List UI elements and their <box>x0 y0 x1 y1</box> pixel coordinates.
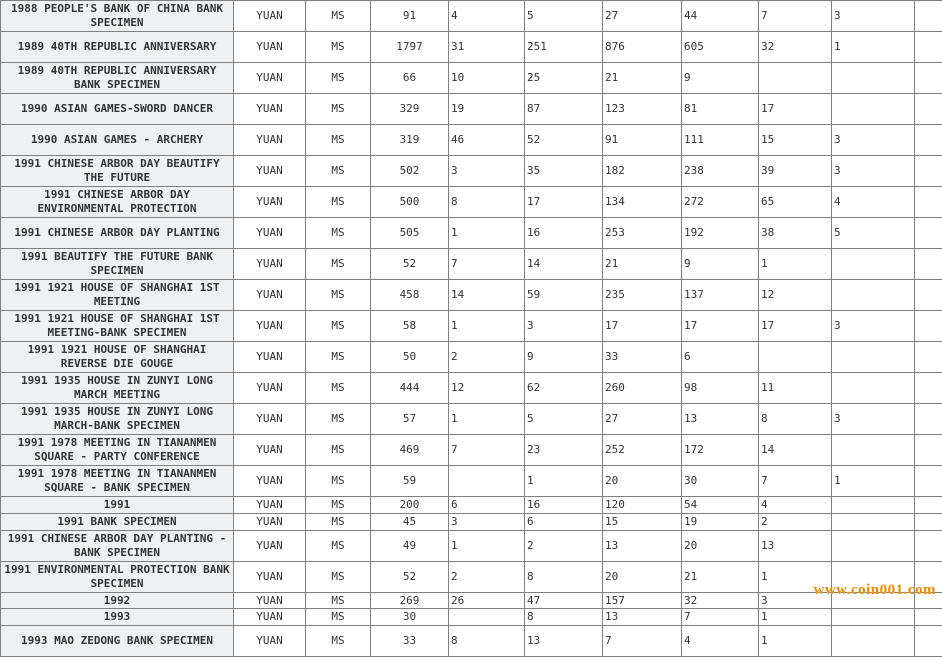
cell-grade: MS <box>306 32 371 63</box>
cell-count <box>915 218 942 249</box>
cell-count: 1 <box>449 311 525 342</box>
cell-denomination: YUAN <box>234 609 306 626</box>
cell-denomination: YUAN <box>234 218 306 249</box>
cell-count: 329 <box>371 94 449 125</box>
cell-grade: MS <box>306 218 371 249</box>
cell-count: 2 <box>525 530 603 561</box>
cell-count: 54 <box>682 497 759 514</box>
table-row <box>1 156 942 187</box>
cell-grade: MS <box>306 94 371 125</box>
cell-count: 87 <box>525 94 603 125</box>
cell-count: 33 <box>371 626 449 657</box>
cell-count: 59 <box>525 280 603 311</box>
cell-count: 7 <box>759 1 832 32</box>
cell-count: 469 <box>371 435 449 466</box>
cell-count <box>832 513 915 530</box>
cell-count: 49 <box>371 530 449 561</box>
table-row <box>1 94 942 125</box>
cell-denomination: YUAN <box>234 249 306 280</box>
cell-description: 1991 CHINESE ARBOR DAY PLANTING <box>1 218 234 249</box>
cell-count: 3 <box>525 311 603 342</box>
cell-count: 123 <box>603 94 682 125</box>
cell-count: 120 <box>603 497 682 514</box>
cell-description: 1989 40TH REPUBLIC ANNIVERSARY <box>1 32 234 63</box>
cell-count: 1 <box>832 32 915 63</box>
cell-count: 44 <box>682 1 759 32</box>
cell-count: 172 <box>682 435 759 466</box>
cell-description: 1988 PEOPLE'S BANK OF CHINA BANK SPECIMEN <box>1 1 234 32</box>
cell-count <box>832 530 915 561</box>
cell-count: 4 <box>449 1 525 32</box>
cell-grade: MS <box>306 342 371 373</box>
cell-count: 14 <box>449 280 525 311</box>
cell-count: 260 <box>603 373 682 404</box>
cell-count: 200 <box>371 497 449 514</box>
cell-description: 1991 1921 HOUSE OF SHANGHAI 1ST MEETING-BANK SPECIMEN <box>1 311 234 342</box>
cell-count: 13 <box>525 626 603 657</box>
cell-count <box>759 342 832 373</box>
cell-description: 1991 1978 MEETING IN TIANANMEN SQUARE - BANK SPECIMEN <box>1 466 234 497</box>
cell-count: 1 <box>759 626 832 657</box>
cell-grade: MS <box>306 561 371 592</box>
cell-count: 20 <box>603 466 682 497</box>
cell-count <box>832 63 915 94</box>
cell-count <box>759 63 832 94</box>
cell-count <box>449 609 525 626</box>
cell-count: 19 <box>682 513 759 530</box>
cell-count: 7 <box>682 609 759 626</box>
cell-count: 605 <box>682 32 759 63</box>
cell-count: 1 <box>449 404 525 435</box>
table-row <box>1 63 942 94</box>
cell-count: 3 <box>449 156 525 187</box>
cell-description: 1993 MAO ZEDONG BANK SPECIMEN <box>1 626 234 657</box>
cell-count <box>915 249 942 280</box>
cell-count: 3 <box>832 404 915 435</box>
cell-count <box>832 342 915 373</box>
cell-grade: MS <box>306 187 371 218</box>
cell-count: 17 <box>525 187 603 218</box>
cell-description: 1993 <box>1 609 234 626</box>
cell-count: 14 <box>759 435 832 466</box>
cell-count <box>915 187 942 218</box>
cell-count: 52 <box>371 561 449 592</box>
cell-denomination: YUAN <box>234 497 306 514</box>
cell-denomination: YUAN <box>234 466 306 497</box>
cell-count: 13 <box>682 404 759 435</box>
cell-grade: MS <box>306 497 371 514</box>
cell-count: 65 <box>759 187 832 218</box>
cell-count: 58 <box>371 311 449 342</box>
table-row <box>1 280 942 311</box>
cell-count: 8 <box>759 404 832 435</box>
cell-count: 5 <box>525 1 603 32</box>
cell-grade: MS <box>306 63 371 94</box>
cell-count: 1 <box>759 609 832 626</box>
cell-count: 9 <box>682 249 759 280</box>
cell-grade: MS <box>306 466 371 497</box>
cell-count: 57 <box>371 404 449 435</box>
cell-count: 17 <box>682 311 759 342</box>
table-row <box>1 187 942 218</box>
cell-description: 1989 40TH REPUBLIC ANNIVERSARY BANK SPECIMEN <box>1 63 234 94</box>
cell-count: 20 <box>603 561 682 592</box>
cell-count: 444 <box>371 373 449 404</box>
cell-count: 98 <box>682 373 759 404</box>
cell-count <box>832 592 915 609</box>
cell-description: 1991 CHINESE ARBOR DAY ENVIRONMENTAL PROTECTION <box>1 187 234 218</box>
cell-count: 3 <box>832 1 915 32</box>
cell-description: 1990 ASIAN GAMES-SWORD DANCER <box>1 94 234 125</box>
cell-description: 1990 ASIAN GAMES - ARCHERY <box>1 125 234 156</box>
cell-grade: MS <box>306 280 371 311</box>
cell-denomination: YUAN <box>234 435 306 466</box>
cell-denomination: YUAN <box>234 342 306 373</box>
cell-count: 59 <box>371 466 449 497</box>
cell-grade: MS <box>306 156 371 187</box>
cell-denomination: YUAN <box>234 280 306 311</box>
cell-count <box>915 530 942 561</box>
cell-grade: MS <box>306 249 371 280</box>
cell-count: 134 <box>603 187 682 218</box>
cell-count: 502 <box>371 156 449 187</box>
table-row <box>1 32 942 63</box>
cell-grade: MS <box>306 530 371 561</box>
cell-description: 1991 CHINESE ARBOR DAY PLANTING - BANK SPECIMEN <box>1 530 234 561</box>
cell-count: 25 <box>525 63 603 94</box>
cell-count: 26 <box>449 592 525 609</box>
cell-count: 27 <box>603 1 682 32</box>
cell-count <box>449 466 525 497</box>
cell-count: 91 <box>603 125 682 156</box>
cell-count: 4 <box>682 626 759 657</box>
table-row <box>1 435 942 466</box>
cell-count <box>915 626 942 657</box>
cell-count: 13 <box>759 530 832 561</box>
table-row <box>1 626 942 657</box>
cell-count: 1 <box>759 561 832 592</box>
cell-count: 23 <box>525 435 603 466</box>
table-row <box>1 373 942 404</box>
table-row <box>1 249 942 280</box>
cell-count: 9 <box>525 342 603 373</box>
cell-grade: MS <box>306 592 371 609</box>
cell-count: 1 <box>449 218 525 249</box>
cell-count <box>832 94 915 125</box>
cell-count: 9 <box>682 63 759 94</box>
cell-count: 3 <box>832 311 915 342</box>
cell-denomination: YUAN <box>234 94 306 125</box>
table-row <box>1 218 942 249</box>
table-row <box>1 530 942 561</box>
cell-count <box>832 280 915 311</box>
cell-count: 1 <box>449 530 525 561</box>
cell-count: 1 <box>759 249 832 280</box>
cell-count: 17 <box>603 311 682 342</box>
cell-count <box>832 626 915 657</box>
cell-count <box>915 497 942 514</box>
cell-count: 5 <box>832 218 915 249</box>
cell-count: 13 <box>603 609 682 626</box>
cell-count <box>915 592 942 609</box>
cell-count: 17 <box>759 311 832 342</box>
cell-description: 1991 <box>1 497 234 514</box>
table-row <box>1 561 942 592</box>
cell-description: 1991 BEAUTIFY THE FUTURE BANK SPECIMEN <box>1 249 234 280</box>
cell-grade: MS <box>306 435 371 466</box>
cell-count: 15 <box>759 125 832 156</box>
cell-count: 8 <box>449 626 525 657</box>
cell-count: 12 <box>759 280 832 311</box>
cell-denomination: YUAN <box>234 373 306 404</box>
cell-description: 1991 ENVIRONMENTAL PROTECTION BANK SPECIMEN <box>1 561 234 592</box>
cell-count: 2 <box>449 561 525 592</box>
cell-count <box>915 513 942 530</box>
cell-count: 7 <box>449 435 525 466</box>
watermark-text: www.coin001.com <box>814 582 937 599</box>
table-row <box>1 125 942 156</box>
cell-count <box>915 32 942 63</box>
cell-count: 17 <box>759 94 832 125</box>
table-row <box>1 1 942 32</box>
cell-description: 1991 1978 MEETING IN TIANANMEN SQUARE - PARTY CONFERENCE <box>1 435 234 466</box>
cell-count <box>915 466 942 497</box>
cell-count: 192 <box>682 218 759 249</box>
cell-count <box>915 156 942 187</box>
cell-description: 1991 CHINESE ARBOR DAY BEAUTIFY THE FUTURE <box>1 156 234 187</box>
cell-count <box>915 404 942 435</box>
cell-count: 458 <box>371 280 449 311</box>
cell-count <box>915 1 942 32</box>
cell-count: 1797 <box>371 32 449 63</box>
cell-count: 182 <box>603 156 682 187</box>
cell-denomination: YUAN <box>234 1 306 32</box>
table-row <box>1 609 942 626</box>
cell-count: 32 <box>682 592 759 609</box>
cell-count: 5 <box>525 404 603 435</box>
cell-grade: MS <box>306 404 371 435</box>
cell-count: 30 <box>371 609 449 626</box>
cell-count: 31 <box>449 32 525 63</box>
cell-count: 39 <box>759 156 832 187</box>
cell-description: 1991 1921 HOUSE OF SHANGHAI REVERSE DIE GOUGE <box>1 342 234 373</box>
table-row <box>1 513 942 530</box>
cell-count: 319 <box>371 125 449 156</box>
cell-count: 272 <box>682 187 759 218</box>
cell-count <box>915 609 942 626</box>
cell-count: 137 <box>682 280 759 311</box>
cell-count: 235 <box>603 280 682 311</box>
cell-count <box>832 435 915 466</box>
cell-count: 1 <box>525 466 603 497</box>
cell-count: 20 <box>682 530 759 561</box>
cell-count <box>915 63 942 94</box>
cell-count: 3 <box>449 513 525 530</box>
cell-count: 252 <box>603 435 682 466</box>
cell-count: 251 <box>525 32 603 63</box>
cell-count <box>832 249 915 280</box>
cell-count: 91 <box>371 1 449 32</box>
cell-count: 10 <box>449 63 525 94</box>
cell-count: 19 <box>449 94 525 125</box>
cell-count: 876 <box>603 32 682 63</box>
cell-count: 253 <box>603 218 682 249</box>
cell-count: 505 <box>371 218 449 249</box>
cell-count: 2 <box>759 513 832 530</box>
cell-denomination: YUAN <box>234 592 306 609</box>
cell-denomination: YUAN <box>234 513 306 530</box>
table-row <box>1 404 942 435</box>
cell-denomination: YUAN <box>234 187 306 218</box>
cell-description: 1991 1921 HOUSE OF SHANGHAI 1ST MEETING <box>1 280 234 311</box>
cell-count: 269 <box>371 592 449 609</box>
cell-count: 46 <box>449 125 525 156</box>
cell-grade: MS <box>306 626 371 657</box>
cell-count: 32 <box>759 32 832 63</box>
cell-count: 27 <box>603 404 682 435</box>
cell-count: 8 <box>525 609 603 626</box>
cell-grade: MS <box>306 609 371 626</box>
cell-count <box>915 125 942 156</box>
cell-denomination: YUAN <box>234 561 306 592</box>
cell-count: 3 <box>759 592 832 609</box>
cell-denomination: YUAN <box>234 404 306 435</box>
cell-denomination: YUAN <box>234 626 306 657</box>
cell-count: 8 <box>449 187 525 218</box>
cell-count: 500 <box>371 187 449 218</box>
cell-grade: MS <box>306 513 371 530</box>
cell-count: 16 <box>525 218 603 249</box>
cell-description: 1991 1935 HOUSE IN ZUNYI LONG MARCH-BANK SPECIMEN <box>1 404 234 435</box>
cell-count <box>832 373 915 404</box>
cell-count: 21 <box>603 63 682 94</box>
cell-count: 66 <box>371 63 449 94</box>
cell-grade: MS <box>306 1 371 32</box>
cell-count <box>915 280 942 311</box>
table-row <box>1 466 942 497</box>
table-row <box>1 592 942 609</box>
cell-count: 8 <box>525 561 603 592</box>
cell-count: 6 <box>682 342 759 373</box>
cell-count: 81 <box>682 94 759 125</box>
cell-count: 45 <box>371 513 449 530</box>
cell-count: 33 <box>603 342 682 373</box>
cell-count: 38 <box>759 218 832 249</box>
cell-count: 6 <box>449 497 525 514</box>
cell-denomination: YUAN <box>234 530 306 561</box>
cell-count <box>832 561 915 592</box>
table-row <box>1 311 942 342</box>
cell-count: 111 <box>682 125 759 156</box>
cell-count: 157 <box>603 592 682 609</box>
cell-count: 3 <box>832 156 915 187</box>
cell-description: 1991 1935 HOUSE IN ZUNYI LONG MARCH MEETING <box>1 373 234 404</box>
cell-count <box>915 373 942 404</box>
cell-count: 4 <box>832 187 915 218</box>
cell-description: 1992 <box>1 592 234 609</box>
cell-count: 13 <box>603 530 682 561</box>
cell-count: 35 <box>525 156 603 187</box>
cell-denomination: YUAN <box>234 156 306 187</box>
cell-count <box>832 497 915 514</box>
cell-count <box>915 435 942 466</box>
cell-count: 62 <box>525 373 603 404</box>
cell-count: 6 <box>525 513 603 530</box>
cell-count: 7 <box>449 249 525 280</box>
cell-grade: MS <box>306 311 371 342</box>
table-row <box>1 497 942 514</box>
cell-denomination: YUAN <box>234 311 306 342</box>
cell-count <box>915 311 942 342</box>
cell-count: 30 <box>682 466 759 497</box>
cell-count: 52 <box>371 249 449 280</box>
cell-count: 2 <box>449 342 525 373</box>
cell-count: 21 <box>603 249 682 280</box>
cell-count: 14 <box>525 249 603 280</box>
cell-count <box>915 561 942 592</box>
cell-grade: MS <box>306 125 371 156</box>
table-body <box>1 1 942 657</box>
cell-count <box>915 342 942 373</box>
cell-count <box>832 609 915 626</box>
cell-count: 50 <box>371 342 449 373</box>
cell-count: 47 <box>525 592 603 609</box>
cell-count: 11 <box>759 373 832 404</box>
cell-denomination: YUAN <box>234 32 306 63</box>
cell-count: 12 <box>449 373 525 404</box>
cell-count: 238 <box>682 156 759 187</box>
cell-description: 1991 BANK SPECIMEN <box>1 513 234 530</box>
cell-count: 1 <box>832 466 915 497</box>
cell-denomination: YUAN <box>234 63 306 94</box>
cell-count: 7 <box>603 626 682 657</box>
cell-count: 4 <box>759 497 832 514</box>
cell-count: 3 <box>832 125 915 156</box>
cell-grade: MS <box>306 373 371 404</box>
cell-count: 52 <box>525 125 603 156</box>
cell-count: 21 <box>682 561 759 592</box>
cell-count <box>915 94 942 125</box>
cell-count: 7 <box>759 466 832 497</box>
cell-count: 16 <box>525 497 603 514</box>
cell-denomination: YUAN <box>234 125 306 156</box>
table-row <box>1 342 942 373</box>
cell-count: 15 <box>603 513 682 530</box>
